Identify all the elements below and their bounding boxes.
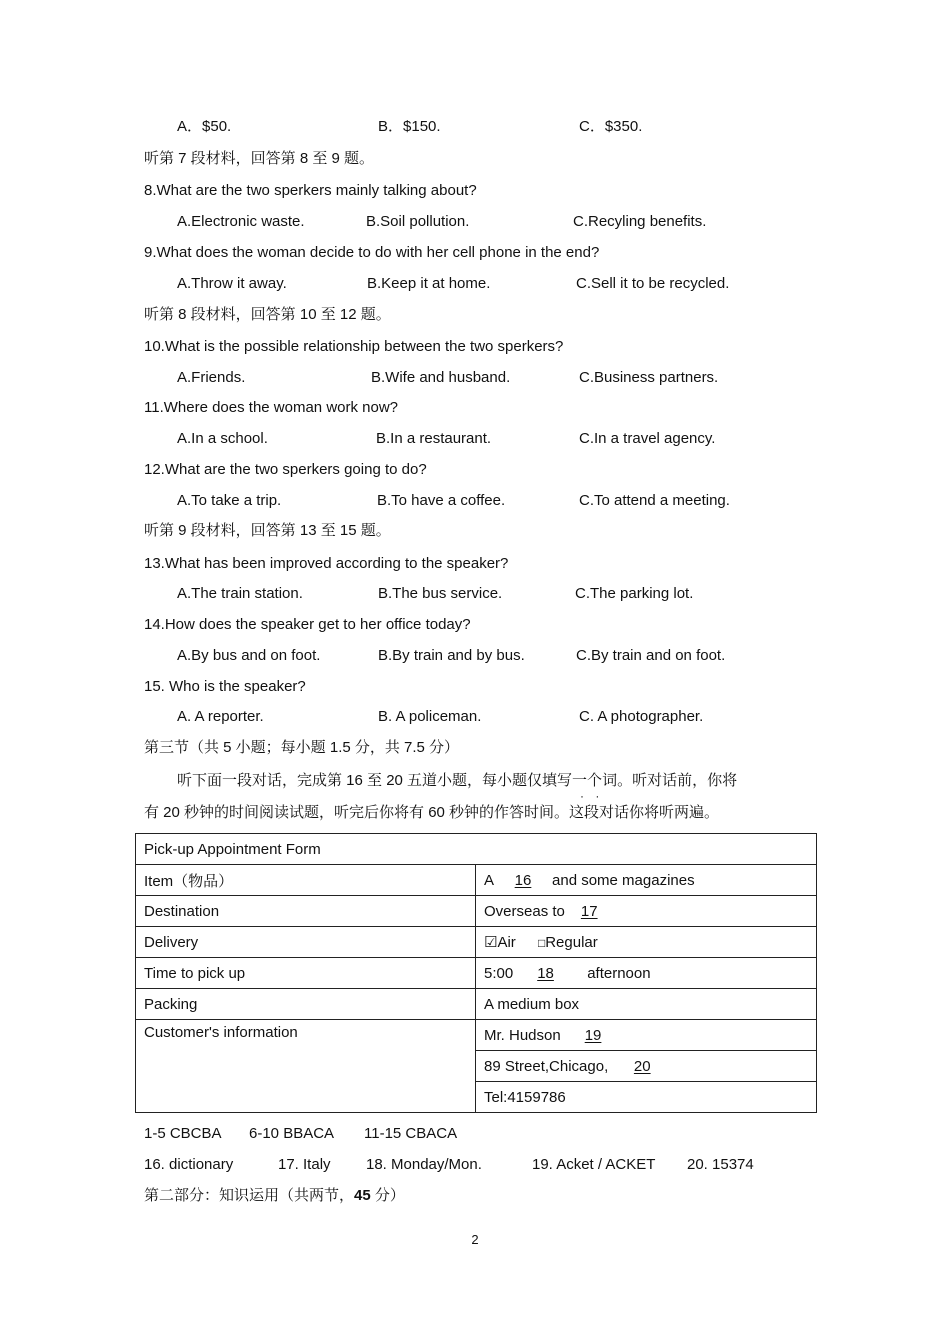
instruction-text-a: 听下面一段对话，完成第 16 至 20 五道小题，每小题仅填写 <box>177 772 573 789</box>
air-option: Air <box>497 934 516 951</box>
q9-option-b: B.Keep it at home. <box>367 275 491 292</box>
q14-option-b: B.By train and by bus. <box>378 647 525 664</box>
q12-stem: 12.What are the two sperkers going to do? <box>144 461 427 478</box>
answers-1-5: 1-5 CBCBA <box>144 1125 222 1142</box>
q8-option-b: B.Soil pollution. <box>366 213 470 230</box>
customer-name-prefix: Mr. Hudson <box>484 1026 561 1044</box>
emphasis-text: 一个 · · <box>572 772 602 789</box>
customer-address <box>476 1051 817 1082</box>
part-2-score: 45 <box>354 1187 371 1204</box>
customer-name <box>476 1020 817 1051</box>
time-value <box>476 958 817 989</box>
item-value <box>476 865 817 896</box>
customer-info-label: Customer's information <box>136 1020 476 1113</box>
destination-prefix: Overseas to <box>484 902 565 920</box>
answer-16: 16. dictionary <box>144 1156 234 1173</box>
item-label: Item（物品） <box>136 865 476 896</box>
q12-option-c: C.To attend a meeting. <box>579 492 730 509</box>
q7-option-b: B．$150. <box>378 118 441 135</box>
item-suffix: and some magazines <box>552 871 695 889</box>
q10-option-a: A.Friends. <box>177 369 246 386</box>
section-8-heading: 听第 8 段材料，回答第 10 至 12 题。 <box>144 306 391 323</box>
q15-option-c: C. A photographer. <box>579 708 704 725</box>
q13-stem: 13.What has been improved according to the speaker? <box>144 555 509 572</box>
instruction-text-c: 词。听对话前，你将 <box>602 772 738 789</box>
blank-18[interactable]: 18 <box>537 964 554 982</box>
part-3-title: 第三节（共 5 小题；每小题 1.5 分，共 7.5 分） <box>144 739 460 756</box>
blank-16[interactable]: 16 <box>514 871 532 889</box>
q9-option-c: C.Sell it to be recycled. <box>576 275 730 292</box>
q11-option-c: C.In a travel agency. <box>579 430 716 447</box>
part-3-instruction-line-1 <box>177 771 737 791</box>
q14-option-a: A.By bus and on foot. <box>177 647 321 664</box>
q14-option-c: C.By train and on foot. <box>576 647 726 664</box>
q8-stem: 8.What are the two sperkers mainly talking about? <box>144 182 477 199</box>
q7-option-c: C．$350. <box>579 118 643 135</box>
blank-19[interactable]: 19 <box>584 1026 602 1044</box>
time-label: Time to pick up <box>136 958 476 989</box>
delivery-value <box>476 927 817 958</box>
q10-stem: 10.What is the possible relationship between the two sperkers? <box>144 338 564 355</box>
q9-stem: 9.What does the woman decide to do with her cell phone in the end? <box>144 244 600 261</box>
section-9-heading: 听第 9 段材料，回答第 13 至 15 题。 <box>144 522 391 539</box>
q13-option-c: C.The parking lot. <box>575 585 694 602</box>
part-2-title-a: 第二部分：知识运用（共两节， <box>144 1187 355 1204</box>
part-2-title <box>144 1186 405 1206</box>
q12-option-b: B.To have a coffee. <box>377 492 506 509</box>
blank-17[interactable]: 17 <box>580 902 598 920</box>
q12-option-a: A.To take a trip. <box>177 492 282 509</box>
q10-option-c: C.Business partners. <box>579 369 719 386</box>
time-suffix: afternoon <box>587 964 651 982</box>
q8-option-c: C.Recyling benefits. <box>573 213 707 230</box>
form-title: Pick-up Appointment Form <box>136 834 817 865</box>
q14-stem: 14.How does the speaker get to her office today? <box>144 616 471 633</box>
regular-checkbox-icon[interactable]: □ <box>537 936 546 950</box>
packing-value: A medium box <box>476 989 817 1020</box>
delivery-label: Delivery <box>136 927 476 958</box>
answers-6-10: 6-10 BBACA <box>249 1125 335 1142</box>
destination-value <box>476 896 817 927</box>
q11-option-b: B.In a restaurant. <box>376 430 492 447</box>
q9-option-a: A.Throw it away. <box>177 275 287 292</box>
pickup-appointment-form <box>135 833 817 1113</box>
customer-tel: Tel:4159786 <box>476 1082 817 1113</box>
time-prefix: 5:00 <box>484 964 514 982</box>
customer-address-prefix: 89 Street,Chicago, <box>484 1057 609 1075</box>
page-number: 2 <box>471 1232 479 1247</box>
answer-17: 17. Italy <box>278 1156 331 1173</box>
part-3-instruction-line-2: 有 20 秒钟的时间阅读试题，听完后你将有 60 秒钟的作答时间。这段对话你将听两遍。 <box>144 804 720 821</box>
q15-stem: 15. Who is the speaker? <box>144 678 306 695</box>
part-2-title-c: 分） <box>374 1187 405 1204</box>
answers-11-15: 11-15 CBACA <box>364 1125 458 1142</box>
answer-19: 19. Acket / ACKET <box>532 1156 656 1173</box>
regular-option: Regular <box>545 934 598 951</box>
q13-option-a: A.The train station. <box>177 585 303 602</box>
q10-option-b: B.Wife and husband. <box>371 369 511 386</box>
air-checkbox-checked-icon[interactable]: ☑ <box>484 934 498 951</box>
blank-20[interactable]: 20 <box>633 1057 651 1075</box>
q15-option-a: A. A reporter. <box>177 708 264 725</box>
item-prefix: A <box>484 871 495 889</box>
q15-option-b: B. A policeman. <box>378 708 482 725</box>
q11-stem: 11.Where does the woman work now? <box>144 399 399 416</box>
q8-option-a: A.Electronic waste. <box>177 213 305 230</box>
section-7-heading: 听第 7 段材料，回答第 8 至 9 题。 <box>144 150 375 167</box>
destination-label: Destination <box>136 896 476 927</box>
q11-option-a: A.In a school. <box>177 430 268 447</box>
answer-18: 18. Monday/Mon. <box>366 1156 482 1173</box>
q13-option-b: B.The bus service. <box>378 585 503 602</box>
packing-label: Packing <box>136 989 476 1020</box>
answer-20: 20. 15374 <box>687 1156 754 1173</box>
q7-option-a: A．$50. <box>177 118 232 135</box>
